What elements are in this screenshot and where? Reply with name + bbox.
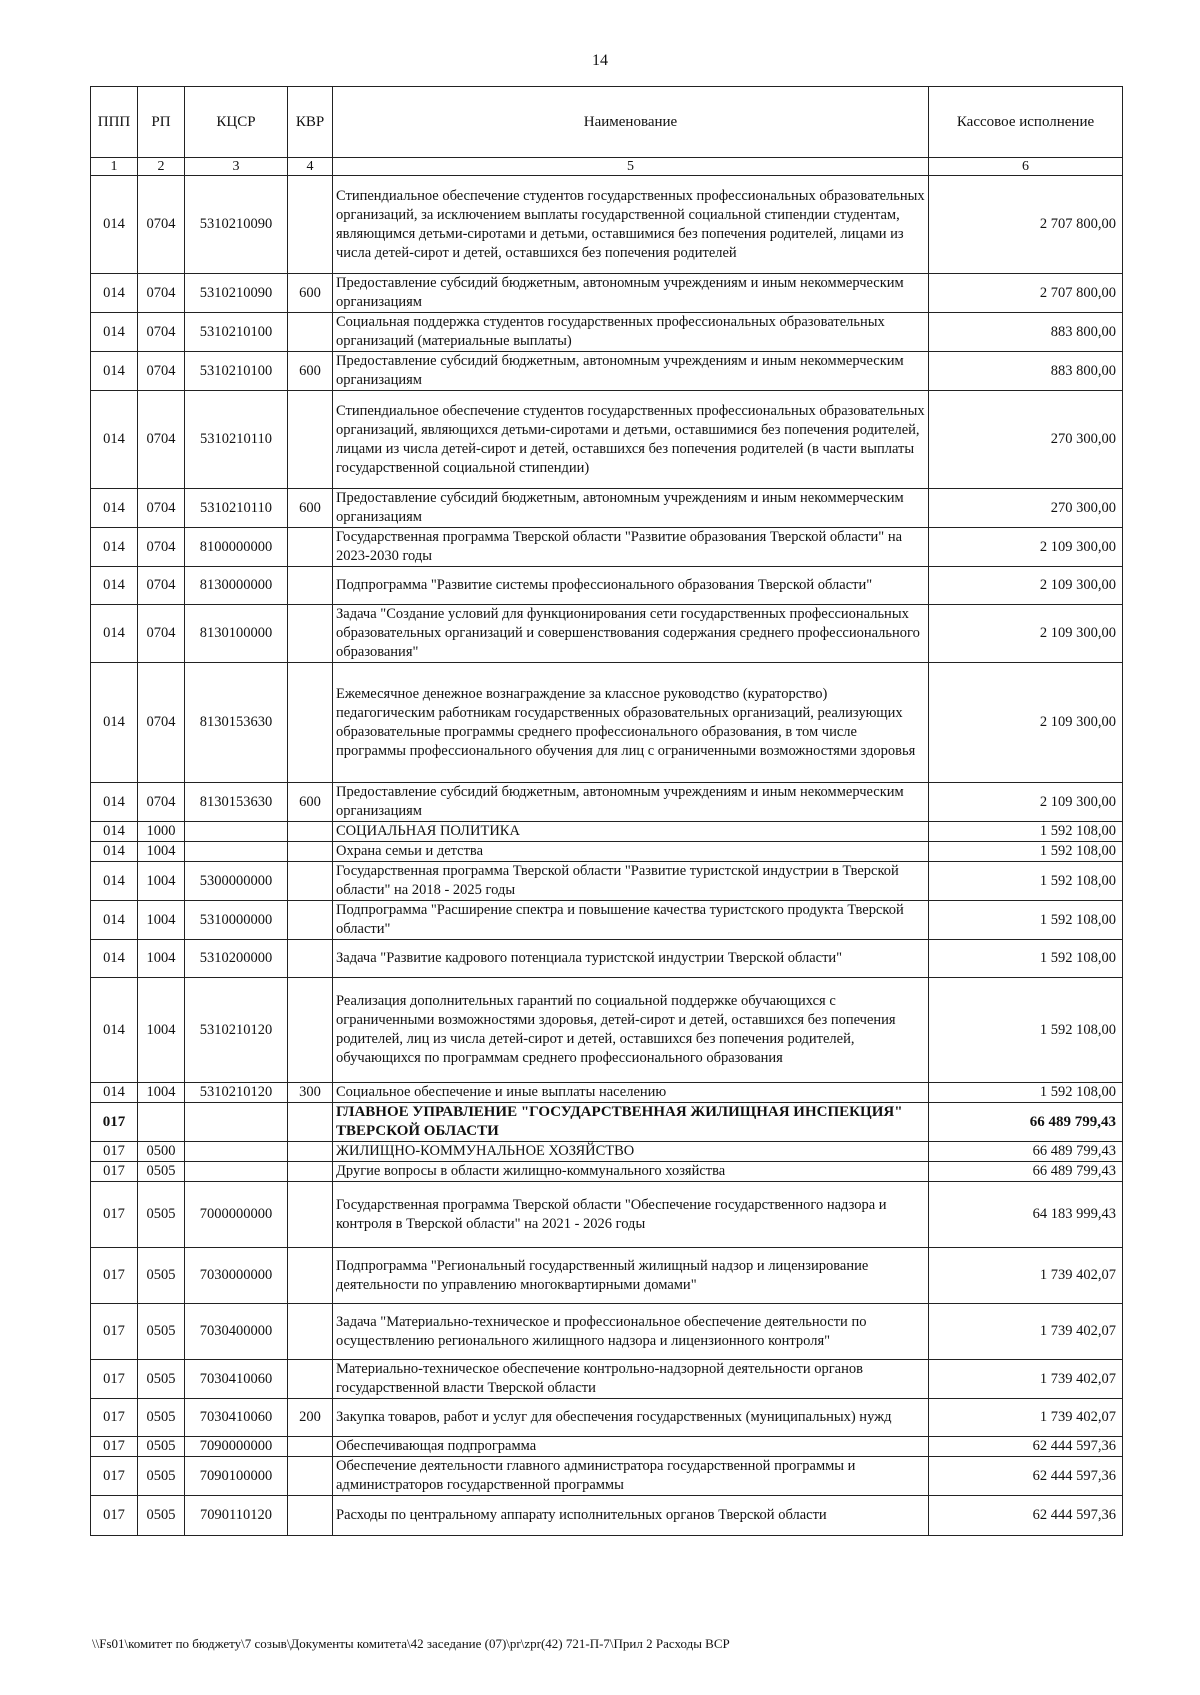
cell-kvr: 600	[288, 352, 333, 391]
cell-rp: 0704	[138, 274, 185, 313]
cell-kcsr	[185, 822, 288, 842]
cell-kvr: 300	[288, 1083, 333, 1103]
cell-ppp: 014	[91, 489, 138, 528]
cell-rp: 1004	[138, 940, 185, 978]
cell-amount: 1 592 108,00	[929, 901, 1123, 940]
cell-kcsr: 8100000000	[185, 528, 288, 567]
table-row	[91, 1496, 1123, 1536]
cell-rp: 1004	[138, 978, 185, 1083]
cell-ppp: 014	[91, 940, 138, 978]
cell-amount: 1 592 108,00	[929, 822, 1123, 842]
cell-name: Стипендиальное обеспечение студентов государственных профессиональных образовательных организаций, являющихся детьми-сиротами и детьми, оставшимися без попечения родителей, лицами из числа детей-сирот и детей, оставшихся без попечения родителей (в части выплаты государственной социальной стипендии)	[333, 391, 929, 489]
cell-kcsr: 5310000000	[185, 901, 288, 940]
cell-ppp: 014	[91, 842, 138, 862]
table-row	[91, 567, 1123, 605]
cell-amount: 66 489 799,43	[929, 1162, 1123, 1182]
table-row	[91, 1304, 1123, 1360]
column-number: 6	[929, 158, 1123, 176]
cell-kcsr: 7090110120	[185, 1496, 288, 1536]
cell-kcsr	[185, 1142, 288, 1162]
cell-ppp: 014	[91, 605, 138, 663]
column-number: 5	[333, 158, 929, 176]
cell-kcsr: 5310200000	[185, 940, 288, 978]
cell-ppp: 014	[91, 978, 138, 1083]
table-row	[91, 313, 1123, 352]
cell-kvr	[288, 978, 333, 1083]
cell-ppp: 017	[91, 1248, 138, 1304]
cell-amount: 62 444 597,36	[929, 1437, 1123, 1457]
cell-rp: 0704	[138, 783, 185, 822]
cell-ppp: 014	[91, 352, 138, 391]
table-body	[91, 176, 1123, 1536]
cell-amount: 1 739 402,07	[929, 1304, 1123, 1360]
cell-kcsr	[185, 1162, 288, 1182]
cell-amount: 2 109 300,00	[929, 567, 1123, 605]
page-number: 14	[592, 52, 608, 69]
cell-name: Стипендиальное обеспечение студентов государственных профессиональных образовательных организаций, за исключением выплаты государственной социальной стипендии студентам, являющимся детьми-сиротами и детьми, оставшимися без попечения родителей, лицами из числа детей-сирот и детей, оставшихся без попечения родителей	[333, 176, 929, 274]
cell-kvr	[288, 1248, 333, 1304]
cell-rp	[138, 1103, 185, 1142]
cell-amount: 1 739 402,07	[929, 1399, 1123, 1437]
column-number: 2	[138, 158, 185, 176]
column-number-row	[91, 158, 1123, 176]
cell-kcsr: 7030410060	[185, 1399, 288, 1437]
cell-ppp: 017	[91, 1182, 138, 1248]
cell-ppp: 014	[91, 274, 138, 313]
column-number: 1	[91, 158, 138, 176]
table-row	[91, 605, 1123, 663]
cell-kvr: 600	[288, 783, 333, 822]
cell-kcsr: 7090000000	[185, 1437, 288, 1457]
cell-name: Подпрограмма "Региональный государственный жилищный надзор и лицензирование деятельности по управлению многоквартирными домами"	[333, 1248, 929, 1304]
cell-name: Материально-техническое обеспечение контрольно-надзорной деятельности органов государственной власти Тверской области	[333, 1360, 929, 1399]
cell-kvr	[288, 313, 333, 352]
cell-name: ГЛАВНОЕ УПРАВЛЕНИЕ "ГОСУДАРСТВЕННАЯ ЖИЛИЩНАЯ ИНСПЕКЦИЯ" ТВЕРСКОЙ ОБЛАСТИ	[333, 1103, 929, 1142]
table-row	[91, 352, 1123, 391]
cell-kvr	[288, 176, 333, 274]
cell-rp: 1004	[138, 901, 185, 940]
cell-name: Обеспечение деятельности главного администратора государственной программы и администраторов государственной программы	[333, 1457, 929, 1496]
cell-rp: 1000	[138, 822, 185, 842]
cell-name: ЖИЛИЩНО-КОММУНАЛЬНОЕ ХОЗЯЙСТВО	[333, 1142, 929, 1162]
cell-amount: 270 300,00	[929, 391, 1123, 489]
cell-amount: 62 444 597,36	[929, 1457, 1123, 1496]
cell-name: Задача "Материально-техническое и профессиональное обеспечение деятельности по осуществлению регионального жилищного надзора и лицензионного контроля"	[333, 1304, 929, 1360]
cell-amount: 1 739 402,07	[929, 1248, 1123, 1304]
column-number: 4	[288, 158, 333, 176]
header-name: Наименование	[333, 87, 929, 158]
cell-kcsr: 5310210120	[185, 978, 288, 1083]
table-row	[91, 1248, 1123, 1304]
cell-kcsr: 5310210090	[185, 274, 288, 313]
cell-amount: 64 183 999,43	[929, 1182, 1123, 1248]
cell-rp: 0704	[138, 176, 185, 274]
cell-kcsr: 7030000000	[185, 1248, 288, 1304]
cell-rp: 0505	[138, 1304, 185, 1360]
cell-name: Государственная программа Тверской области "Развитие образования Тверской области" на 2023-2030 годы	[333, 528, 929, 567]
cell-name: Предоставление субсидий бюджетным, автономным учреждениям и иным некоммерческим организациям	[333, 783, 929, 822]
cell-name: Предоставление субсидий бюджетным, автономным учреждениям и иным некоммерческим организациям	[333, 274, 929, 313]
cell-kcsr: 7090100000	[185, 1457, 288, 1496]
cell-kcsr	[185, 1103, 288, 1142]
cell-ppp: 014	[91, 783, 138, 822]
cell-kvr	[288, 1142, 333, 1162]
cell-kvr	[288, 1182, 333, 1248]
table-row	[91, 1399, 1123, 1437]
header-kvr: КВР	[288, 87, 333, 158]
cell-amount: 2 109 300,00	[929, 663, 1123, 783]
cell-name: Предоставление субсидий бюджетным, автономным учреждениям и иным некоммерческим организациям	[333, 489, 929, 528]
table-row	[91, 978, 1123, 1083]
cell-amount: 1 592 108,00	[929, 940, 1123, 978]
cell-amount: 66 489 799,43	[929, 1103, 1123, 1142]
cell-ppp: 017	[91, 1457, 138, 1496]
cell-rp: 0704	[138, 313, 185, 352]
cell-name: Охрана семьи и детства	[333, 842, 929, 862]
cell-kvr	[288, 1162, 333, 1182]
cell-amount: 62 444 597,36	[929, 1496, 1123, 1536]
cell-kcsr: 5310210110	[185, 391, 288, 489]
cell-name: Государственная программа Тверской области "Обеспечение государственного надзора и контроля в Тверской области" на 2021 - 2026 годы	[333, 1182, 929, 1248]
cell-kvr	[288, 901, 333, 940]
cell-name: Закупка товаров, работ и услуг для обеспечения государственных (муниципальных) нужд	[333, 1399, 929, 1437]
cell-kcsr: 5310210100	[185, 352, 288, 391]
cell-amount: 270 300,00	[929, 489, 1123, 528]
table-row	[91, 489, 1123, 528]
cell-ppp: 017	[91, 1360, 138, 1399]
cell-name: СОЦИАЛЬНАЯ ПОЛИТИКА	[333, 822, 929, 842]
cell-rp: 1004	[138, 842, 185, 862]
cell-name: Предоставление субсидий бюджетным, автономным учреждениям и иным некоммерческим организациям	[333, 352, 929, 391]
cell-ppp: 014	[91, 567, 138, 605]
table-row	[91, 822, 1123, 842]
cell-ppp: 017	[91, 1162, 138, 1182]
cell-kvr	[288, 1103, 333, 1142]
cell-amount: 883 800,00	[929, 313, 1123, 352]
table-row	[91, 1103, 1123, 1142]
cell-amount: 2 707 800,00	[929, 274, 1123, 313]
cell-kcsr: 7000000000	[185, 1182, 288, 1248]
cell-kvr	[288, 605, 333, 663]
cell-amount: 1 592 108,00	[929, 842, 1123, 862]
cell-rp: 0704	[138, 567, 185, 605]
cell-ppp: 017	[91, 1304, 138, 1360]
cell-rp: 0704	[138, 663, 185, 783]
cell-kvr: 600	[288, 274, 333, 313]
cell-kcsr: 8130153630	[185, 663, 288, 783]
cell-kvr	[288, 1437, 333, 1457]
table-row	[91, 862, 1123, 901]
table-row	[91, 1457, 1123, 1496]
cell-amount: 1 592 108,00	[929, 978, 1123, 1083]
cell-kvr	[288, 940, 333, 978]
cell-kcsr: 5310210090	[185, 176, 288, 274]
table-row	[91, 1182, 1123, 1248]
cell-name: Ежемесячное денежное вознаграждение за классное руководство (кураторство) педагогическим работникам государственных образовательных организаций, реализующих образовательные программы среднего профессионального образования, в том числе программы профессионального обучения для лиц с ограниченными возможностями здоровья	[333, 663, 929, 783]
cell-ppp: 014	[91, 176, 138, 274]
cell-rp: 0704	[138, 489, 185, 528]
cell-rp: 0505	[138, 1437, 185, 1457]
cell-name: Другие вопросы в области жилищно-коммунального хозяйства	[333, 1162, 929, 1182]
cell-ppp: 017	[91, 1437, 138, 1457]
cell-kvr	[288, 842, 333, 862]
table-row	[91, 1162, 1123, 1182]
cell-kcsr: 5310210120	[185, 1083, 288, 1103]
cell-rp: 0704	[138, 352, 185, 391]
cell-kcsr: 7030410060	[185, 1360, 288, 1399]
cell-kvr	[288, 391, 333, 489]
cell-kcsr: 7030400000	[185, 1304, 288, 1360]
cell-ppp: 017	[91, 1496, 138, 1536]
cell-kcsr: 5300000000	[185, 862, 288, 901]
header-rp: РП	[138, 87, 185, 158]
cell-ppp: 014	[91, 1083, 138, 1103]
cell-ppp: 017	[91, 1142, 138, 1162]
cell-kcsr: 5310210100	[185, 313, 288, 352]
cell-rp: 0505	[138, 1248, 185, 1304]
cell-kvr	[288, 1457, 333, 1496]
cell-rp: 0704	[138, 528, 185, 567]
cell-name: Подпрограмма "Развитие системы профессионального образования Тверской области"	[333, 567, 929, 605]
cell-name: Государственная программа Тверской области "Развитие туристской индустрии в Тверской области" на 2018 - 2025 годы	[333, 862, 929, 901]
cell-rp: 1004	[138, 862, 185, 901]
cell-kvr	[288, 528, 333, 567]
cell-ppp: 014	[91, 391, 138, 489]
table-row	[91, 1083, 1123, 1103]
cell-ppp: 014	[91, 901, 138, 940]
cell-amount: 1 739 402,07	[929, 1360, 1123, 1399]
cell-kvr	[288, 822, 333, 842]
cell-name: Обеспечивающая подпрограмма	[333, 1437, 929, 1457]
cell-rp: 0505	[138, 1182, 185, 1248]
table-row	[91, 274, 1123, 313]
cell-name: Задача "Создание условий для функционирования сети государственных профессиональных образовательных организаций и совершенствования содержания среднего профессионального образования"	[333, 605, 929, 663]
table-row	[91, 1360, 1123, 1399]
cell-name: Расходы по центральному аппарату исполнительных органов Тверской области	[333, 1496, 929, 1536]
table-row	[91, 176, 1123, 274]
cell-rp: 0505	[138, 1457, 185, 1496]
cell-amount: 66 489 799,43	[929, 1142, 1123, 1162]
cell-ppp: 014	[91, 528, 138, 567]
cell-name: Задача "Развитие кадрового потенциала туристской индустрии Тверской области"	[333, 940, 929, 978]
cell-ppp: 014	[91, 862, 138, 901]
footer-file-path: \\Fs01\комитет по бюджету\7 созыв\Документы комитета\42 заседание (07)\pr\zpr(42) 721-П-7\Прил 2 Расходы ВСР	[92, 1636, 730, 1651]
cell-amount: 2 707 800,00	[929, 176, 1123, 274]
cell-kvr: 200	[288, 1399, 333, 1437]
cell-kvr	[288, 663, 333, 783]
cell-amount: 1 592 108,00	[929, 862, 1123, 901]
cell-kvr	[288, 567, 333, 605]
table-row	[91, 1142, 1123, 1162]
cell-kvr	[288, 1360, 333, 1399]
table-row	[91, 663, 1123, 783]
table-row	[91, 842, 1123, 862]
header-amount: Кассовое исполнение	[929, 87, 1123, 158]
cell-amount: 1 592 108,00	[929, 1083, 1123, 1103]
cell-name: Подпрограмма "Расширение спектра и повышение качества туристского продукта Тверской области"	[333, 901, 929, 940]
cell-name: Социальное обеспечение и иные выплаты населению	[333, 1083, 929, 1103]
header-kcsr: КЦСР	[185, 87, 288, 158]
cell-rp: 0704	[138, 391, 185, 489]
table-header-row	[91, 87, 1123, 158]
cell-amount: 2 109 300,00	[929, 528, 1123, 567]
cell-ppp: 014	[91, 822, 138, 842]
cell-kvr	[288, 862, 333, 901]
cell-rp: 0505	[138, 1162, 185, 1182]
column-number: 3	[185, 158, 288, 176]
cell-rp: 0505	[138, 1360, 185, 1399]
header-ppp: ППП	[91, 87, 138, 158]
table-row	[91, 783, 1123, 822]
cell-amount: 883 800,00	[929, 352, 1123, 391]
table-row	[91, 1437, 1123, 1457]
cell-ppp: 017	[91, 1103, 138, 1142]
cell-rp: 0500	[138, 1142, 185, 1162]
cell-kcsr: 8130153630	[185, 783, 288, 822]
cell-kcsr: 8130100000	[185, 605, 288, 663]
cell-name: Социальная поддержка студентов государственных профессиональных образовательных организаций (материальные выплаты)	[333, 313, 929, 352]
table-row	[91, 528, 1123, 567]
cell-ppp: 017	[91, 1399, 138, 1437]
cell-kcsr	[185, 842, 288, 862]
cell-rp: 0505	[138, 1399, 185, 1437]
cell-ppp: 014	[91, 313, 138, 352]
table-row	[91, 940, 1123, 978]
cell-kvr	[288, 1496, 333, 1536]
cell-kcsr: 8130000000	[185, 567, 288, 605]
cell-ppp: 014	[91, 663, 138, 783]
budget-table	[90, 86, 1123, 1536]
cell-rp: 1004	[138, 1083, 185, 1103]
cell-kvr: 600	[288, 489, 333, 528]
cell-rp: 0505	[138, 1496, 185, 1536]
cell-amount: 2 109 300,00	[929, 605, 1123, 663]
cell-amount: 2 109 300,00	[929, 783, 1123, 822]
cell-rp: 0704	[138, 605, 185, 663]
cell-kvr	[288, 1304, 333, 1360]
cell-name: Реализация дополнительных гарантий по социальной поддержке обучающихся с ограниченными возможностями здоровья, детей-сирот и детей, оставшихся без попечения родителей, лиц из числа детей-сирот и детей, оставшихся без попечения родителей, обучающихся по программам среднего профессионального образования	[333, 978, 929, 1083]
table-row	[91, 901, 1123, 940]
cell-kcsr: 5310210110	[185, 489, 288, 528]
table-row	[91, 391, 1123, 489]
